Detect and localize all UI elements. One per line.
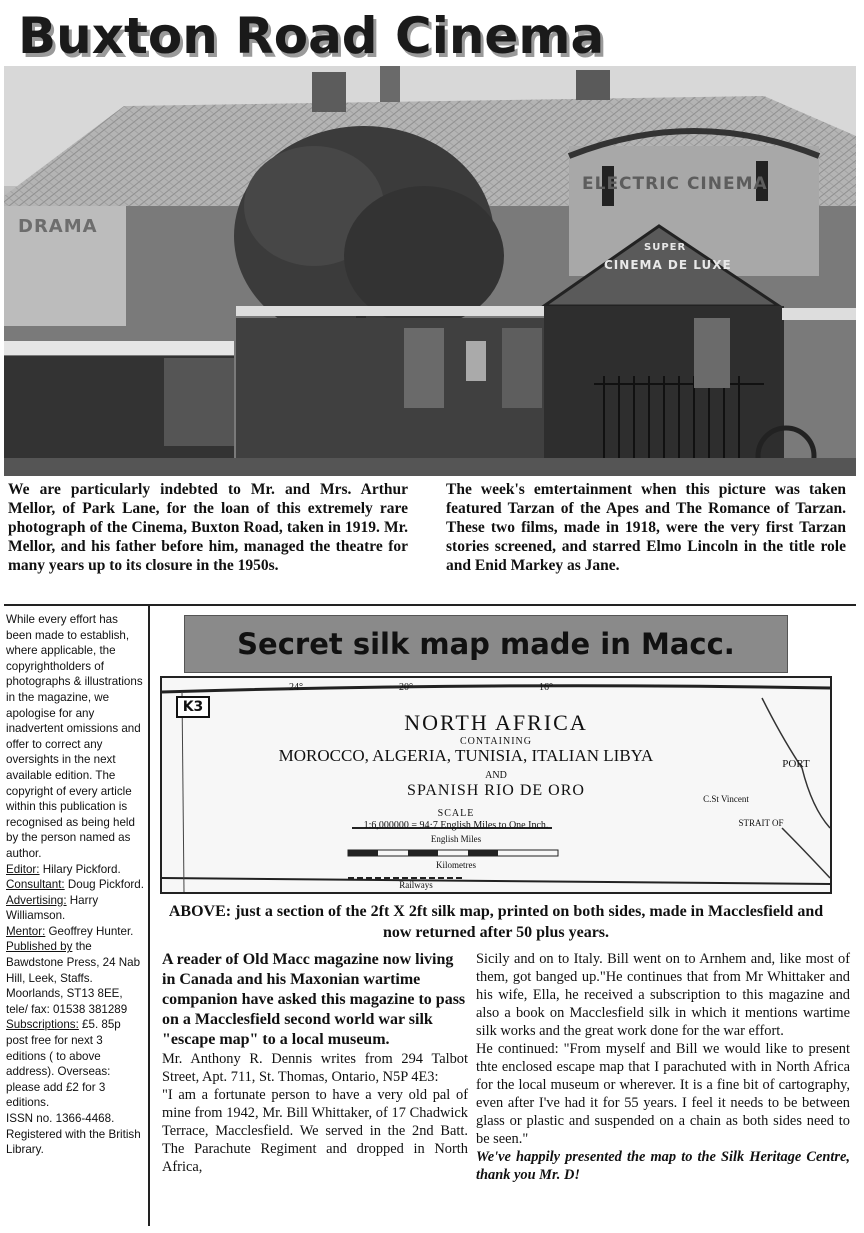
article-column-left (162, 1050, 468, 1176)
map-place-strait: STRAIT OF (738, 818, 784, 828)
advertising-credit (6, 893, 144, 924)
cinema-photograph (4, 66, 856, 476)
map-longitude-20: 20° (399, 682, 413, 693)
silk-map-image (160, 676, 832, 894)
article-paragraph-2: "I am a fortunate person to have a very old pal of mine from 1942, Mr. Bill Whittaker, of 17 Chadwick Terrace, Macclesfield. We served in the 2nd Batt. The Parachute Regiment and dropped in North Africa, (162, 1087, 468, 1175)
map-railways: Railways (399, 880, 433, 890)
subscriptions-label: Subscriptions: (6, 1018, 79, 1032)
photo-caption-right: The week's emtertainment when this picture was taken featured Tarzan of the Apes and The Romance of Tarzan. These two films, made in 1918, were the very first Tarzan stories screened, and starred Elmo Lincoln in the title role and Enid Markey as Jane. (446, 481, 846, 574)
map-and: AND (485, 770, 507, 781)
map-longitude-24: 24° (289, 682, 303, 693)
map-scale-value: 1:6,000000 = 94·7 English Miles to One Inch. (363, 820, 549, 831)
publisher-credit (6, 939, 144, 1017)
map-article-headline: Secret silk map made in Macc. (184, 615, 788, 673)
consultant-credit (6, 877, 144, 893)
subscriptions-value: £5. 85p post free for next 3 editions ( to above address). Overseas: please add £2 for 3 editions. (6, 1018, 121, 1110)
cinema-de-luxe-sign: CINEMA DE LUXE (604, 258, 732, 272)
map-scale-label: SCALE (437, 808, 475, 819)
editor-value: Hilary Pickford. (39, 862, 121, 876)
editor-label: Editor: (6, 862, 40, 876)
map-english-miles: English Miles (430, 834, 482, 844)
map-title: NORTH AFRICA (404, 710, 588, 735)
mentor-credit (6, 924, 144, 940)
map-longitude-16: 16° (539, 682, 553, 693)
map-place-port: PORT (782, 758, 810, 770)
consultant-value: Doug Pickford. (64, 878, 144, 892)
publisher-value: the Bawdstone Press, 24 Nab Hill, Leek, Staffs. Moorlands, ST13 8EE, tele/ fax: 01538 381289 (6, 940, 141, 1016)
map-countries: MOROCCO, ALGERIA, TUNISIA, ITALIAN LIBYA (278, 746, 654, 765)
vertical-divider (148, 606, 150, 1226)
map-caption: ABOVE: just a section of the 2ft X 2ft silk map, printed on both sides, made in Macclesfield and now returned after 50 plus years. (168, 903, 824, 941)
registration-note: Registered with the British Library. (6, 1127, 141, 1157)
super-sign: SUPER (644, 242, 687, 253)
map-place-st-vincent: C.St Vincent (703, 794, 749, 804)
publisher-label: Published by (6, 940, 73, 954)
map-spanish-rio-de-oro: SPANISH RIO DE ORO (407, 782, 585, 799)
article-paragraph-1: Mr. Anthony R. Dennis writes from 294 Talbot Street, Apt. 711, St. Thomas, Ontario, N5P 4E3: (162, 1051, 468, 1085)
article-closing: We've happily presented the map to the Silk Heritage Centre, thank you Mr. D! (476, 1149, 850, 1183)
article-lead: A reader of Old Macc magazine now living in Canada and his Maxonian wartime companion have asked this magazine to pass on a Macclesfield second world war silk "escape map" to a local museum. (162, 951, 466, 1048)
mentor-value: Geoffrey Hunter. (45, 924, 134, 938)
copyright-disclaimer: While every effort has been made to establish, where applicable, the copyrightholders of photographs & illustrations in the magazine, we apologise for any inadvertent omissions and offer to correct any oversights in the next available edition. The copyright of every article within this publication is recognised as being held by the person named as author. (6, 613, 143, 860)
article-column-right (476, 950, 850, 1184)
editor-credit (6, 862, 144, 878)
advertising-label: Advertising: (6, 893, 67, 907)
drama-sign: DRAMA (18, 216, 98, 237)
electric-cinema-sign: ELECTRIC CINEMA (582, 174, 768, 194)
horizontal-divider (4, 604, 856, 606)
mentor-label: Mentor: (6, 924, 46, 938)
article-paragraph-3: Sicily and on to Italy. Bill went on to Arnhem and, like most of them, got banged up."He continues that from Mr Whittaker and his wife, Ella, he received a subscription to this magazine and also a book on Macclesfield silk in which it mentions wartime silk works and the great work done for the war effort. (476, 951, 850, 1039)
map-kilometres: Kilometres (436, 860, 476, 870)
map-sheet-label: K3 (176, 696, 210, 718)
map-containing: CONTAINING (460, 736, 532, 747)
masthead-sidebar (6, 612, 144, 1158)
issn-number: ISSN no. 1366-4468. (6, 1112, 115, 1125)
consultant-label: Consultant: (6, 878, 65, 892)
article-paragraph-4: He continued: "From myself and Bill we would like to present thte enclosed escape map that I parachuted with in North Africa for the local museum or wherever. It is a fine bit of cartography, even after I've had it for 55 years. I feel it needs to be between glass or plastic and suspended on a chain as both sides need to be seen." (476, 1041, 850, 1147)
photo-caption-left: We are particularly indebted to Mr. and Mrs. Arthur Mellor, of Park Lane, for the loan of this extremely rare photograph of the Cinema, Buxton Road, taken in 1919. Mr. Mellor, and his father before him, managed the theatre for many years up to its closure in the 1950s. (8, 481, 408, 574)
subscriptions-info (6, 1017, 144, 1111)
page-title: Buxton Road Cinema (18, 7, 605, 65)
advertising-value: Harry Williamson. (6, 893, 99, 923)
